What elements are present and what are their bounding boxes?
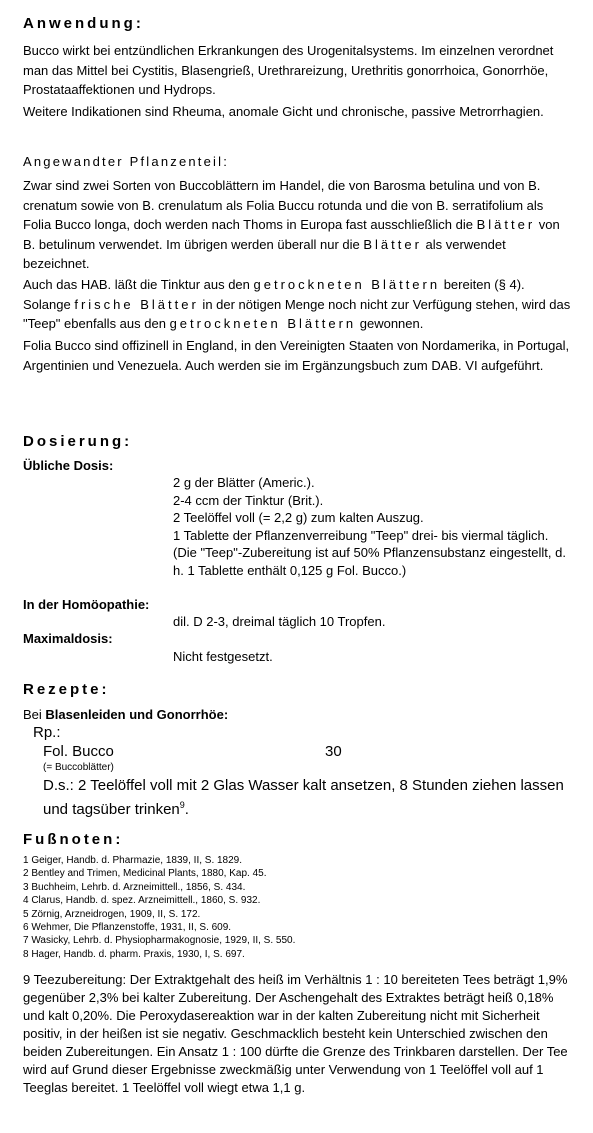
section-heading-pflanzenteil: Angewandter Pflanzenteil: [23, 154, 230, 169]
section-heading-dosierung: Dosierung: [23, 433, 133, 450]
dosis-item: 2 Teelöffel voll (= 2,2 g) zum kalten Auszug. [173, 510, 424, 525]
footnote-item: 8 Hager, Handb. d. pharm. Praxis, 1930, I, S. 697. [23, 948, 245, 960]
maximaldosis-value: Nicht festgesetzt. [173, 649, 273, 664]
footnote-item: 2 Bentley and Trimen, Medicinal Plants, 1880, Kap. 45. [23, 868, 267, 880]
section-heading-fussnoten: Fußnoten: [23, 831, 124, 848]
footnote-item: 7 Wasicky, Lehrb. d. Physiopharmakognosie, 1929, II, S. 550. [23, 935, 296, 947]
label-homoeopathie: In der Homöopathie: [23, 597, 150, 612]
pflanzenteil-paragraph-2: Auch das HAB. läßt die Tinktur aus den getrockneten Blättern bereiten (§ 4). Solange frische Blätter in der nötigen Menge noch nicht zur Verfügung stehen, wird das "Teep" ebenfalls aus den getrockneten Blättern gewonnen. [23, 277, 571, 331]
homoeopathie-dosis: dil. D 2-3, dreimal täglich 10 Tropfen. [173, 614, 386, 629]
rezept-ingredient: Fol. Bucco [43, 743, 114, 760]
footnote-9: 9 Teezubereitung: Der Extraktgehalt des heiß im Verhältnis 1 : 10 bereiteten Tees beträgt 1,9% gegenüber 2,3% bei kalter Zubereitung. Der Aschengehalt des Extraktes beträgt heiß 0,18% und kalt 0,20%. Die Peroxydasereaktion war in der kalten Zubereitung nicht mit Sicherheit positiv, in der heißen ist sie negativ. Geschmacklich besteht kein Unterschied zwischen den beiden Zubereitungen. Ein Ansatz 1 : 100 dürfte die Grenze des Trinkbaren darstellen. Der Tee wird auf Grund dieser Ergebnisse zweckmäßig unter Verwendung von 1 Teelöffel voll auf 1 Teeglas bereitet. 1 Teelöffel voll wiegt etwa 1,1 g. [23, 972, 568, 1095]
label-uebliche-dosis: Übliche Dosis: [23, 458, 114, 473]
dosis-item: 2 g der Blätter (Americ.). [173, 475, 315, 490]
dosis-item: (Die "Teep"-Zubereitung ist auf 50% Pflanzensubstanz eingestellt, d. h. 1 Tablette enthält 0,125 g Fol. Bucco.) [173, 545, 566, 578]
uebliche-dosis-list [23, 474, 571, 579]
rezept-indication: Bei Blasenleiden und Gonorrhöe: [23, 707, 229, 722]
section-heading-anwendung: Anwendung: [23, 15, 144, 32]
rezept-amount: 30 [325, 743, 342, 760]
rezept-ds: D.s.: 2 Teelöffel voll mit 2 Glas Wasser kalt ansetzen, 8 Stunden ziehen lassen und tagsüber trinken$^9$. [43, 777, 564, 818]
footnote-item: 3 Buchheim, Lehrb. d. Arzneimittell., 1856, S. 434. [23, 881, 246, 893]
footnote-item: 5 Zörnig, Arzneidrogen, 1909, II, S. 172. [23, 908, 201, 920]
rezept-rp: Rp.: [33, 724, 61, 741]
footnote-item: 6 Wehmer, Die Pflanzenstoffe, 1931, II, S. 609. [23, 922, 232, 934]
pflanzenteil-paragraph-1: Zwar sind zwei Sorten von Buccoblättern im Handel, die von Barosma betulina und von B. crenatum sowie von B. crenulatum als Folia Buccu rotunda und die von B. serratifolium als Folia Bucco longa, doch werden nach Thoms in Europa fast ausschließlich die Blätter von B. betulinum verwendet. Im übrigen werden überall nur die Blätter als verwendet bezeichnet. [23, 178, 560, 271]
rezept-ingredient-note: (= Buccoblätter) [43, 762, 114, 773]
section-heading-rezepte: Rezepte: [23, 681, 110, 698]
footnote-item: 4 Clarus, Handb. d. spez. Arzneimittell., 1860, S. 932. [23, 895, 261, 907]
label-maximaldosis: Maximaldosis: [23, 631, 113, 646]
footnote-list [23, 854, 571, 961]
footnote-item: 1 Geiger, Handb. d. Pharmazie, 1839, II, S. 1829. [23, 855, 243, 866]
dosis-item: 1 Tablette der Pflanzenverreibung "Teep" drei- bis viermal täglich. [173, 527, 549, 543]
anwendung-paragraph-1: Bucco wirkt bei entzündlichen Erkrankungen des Urogenitalsystems. Im einzelnen verordnet man das Mittel bei Cystitis, Blasengrieß, Urethrareizung, Urethritis gonorrhoica, Gonorrhöe, Prostataaffektionen und Hydrops. [23, 43, 554, 97]
anwendung-paragraph-2: Weitere Indikationen sind Rheuma, anomale Gicht und chronische, passive Metrorrhagien. [23, 104, 544, 119]
dosis-item: 2-4 ccm der Tinktur (Brit.). [173, 492, 324, 508]
pflanzenteil-paragraph-3: Folia Bucco sind offizinell in England, in den Vereinigten Staaten von Nordamerika, in Portugal, Argentinien und Venezuela. Auch werden sie im Ergänzungsbuch zum DAB. VI aufgeführt. [23, 338, 570, 373]
